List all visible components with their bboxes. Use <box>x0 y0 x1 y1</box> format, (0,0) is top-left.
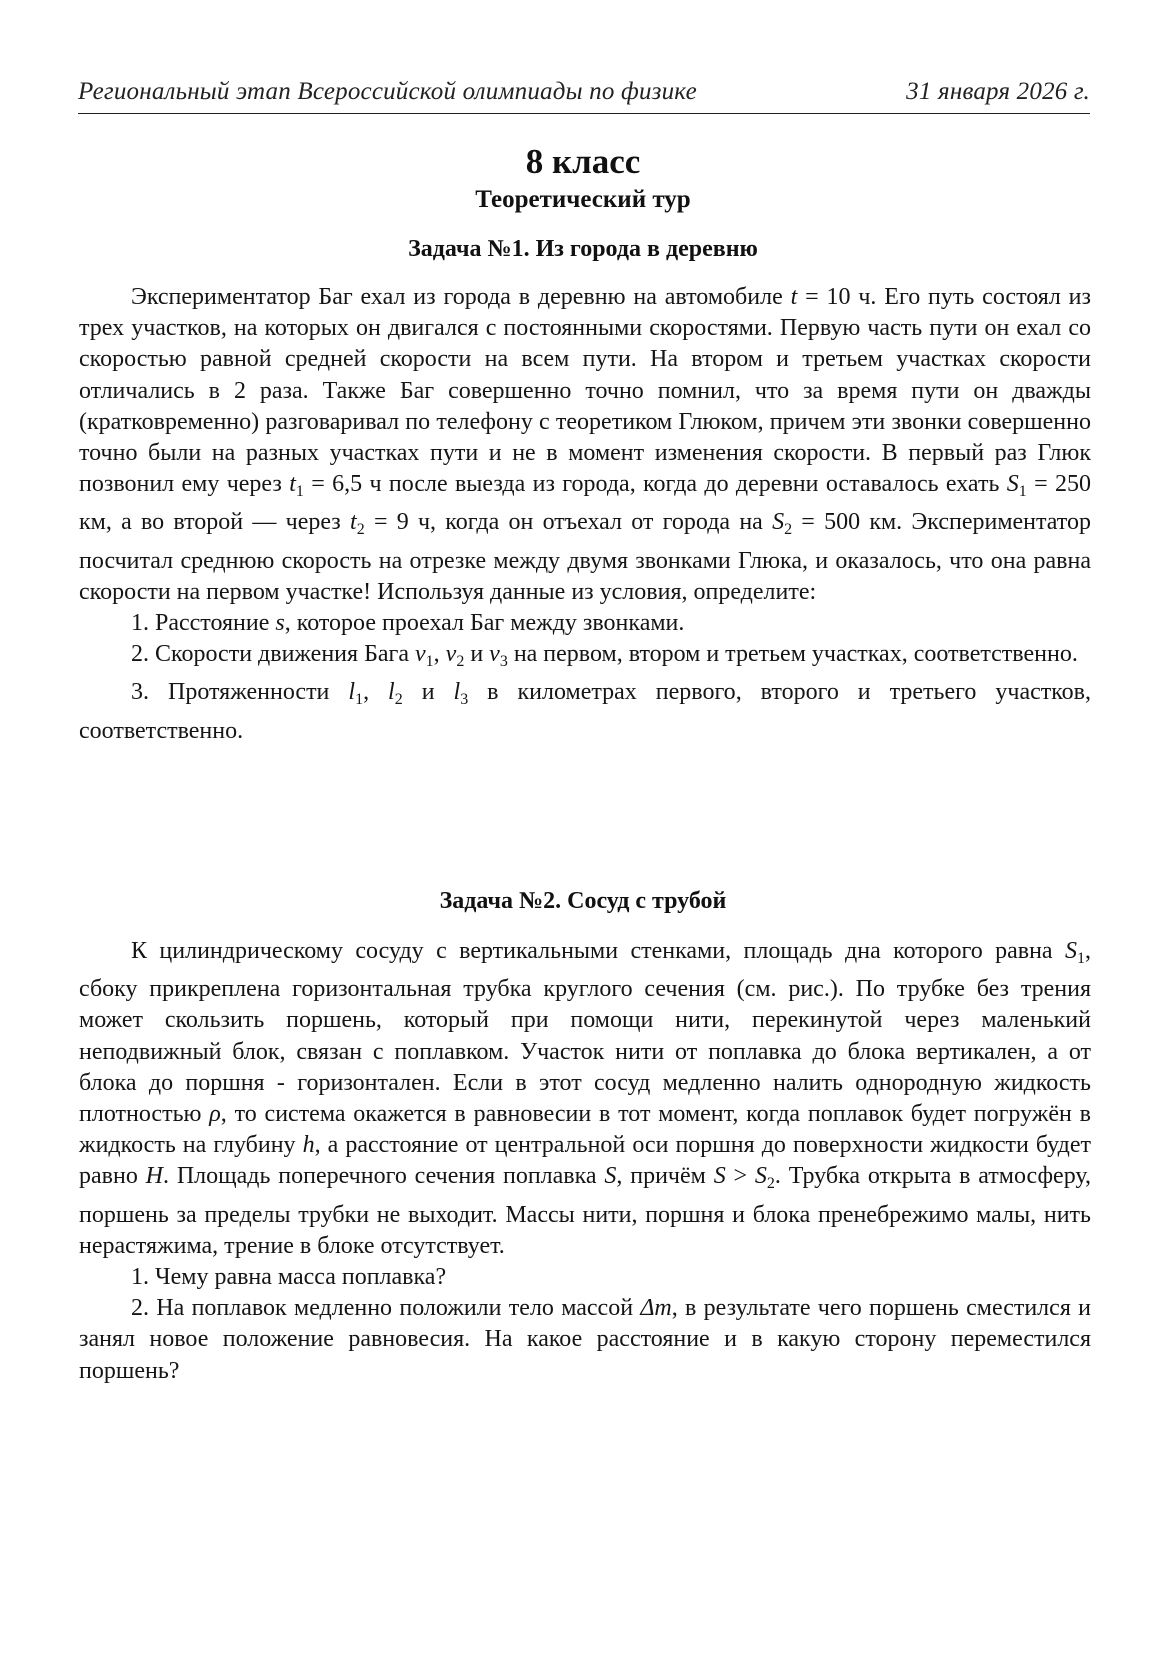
math-S: S <box>713 1163 726 1190</box>
text-fragment: 2. Скорости движения Бага <box>131 641 415 668</box>
text-fragment: Экспериментатор Баг ехал из города в деревню на автомобиле <box>131 284 791 310</box>
math-l3 <box>453 679 469 709</box>
problem-1-statement <box>79 282 1091 608</box>
problem-1-question-1 <box>79 608 1091 639</box>
text-fragment: , <box>433 641 446 668</box>
text-fragment: в километрах первого, второго и третьего участков, соответственно. <box>79 679 1092 744</box>
problem-1-body <box>79 282 1091 747</box>
running-header <box>78 78 1090 106</box>
text-fragment: на первом, втором и третьем участках, соответственно. <box>507 641 1078 668</box>
math-t2 <box>350 509 365 539</box>
math-l1 <box>348 679 364 709</box>
text-fragment: и <box>464 641 490 668</box>
math-symbol: l <box>388 679 395 706</box>
math-symbol: S <box>772 509 785 536</box>
text-fragment: . Площадь поперечного сечения поплавка <box>163 1163 605 1190</box>
math-subscript: 2 <box>766 1175 775 1193</box>
math-S: S <box>604 1163 617 1190</box>
math-v2 <box>445 641 465 671</box>
math-S1 <box>1006 471 1027 501</box>
math-subscript: 3 <box>499 653 508 671</box>
text-fragment: = 10 ч. Его путь состоял из трех участков, на которых он двигался с постоянными скоростями. Первую часть пути он ехал со скоростью равной средней скорости на всем пути. На втором и третьем участках скорости отличались в 2 раза. Также Баг совершенно точно помнил, что за время пути он дважды (кратковременно) разговаривал по телефону с теоретиком Глюком, причем эти звонки совершенно точно были на разных участках пути и не в момент изменения скорости. В первый раз Глюк позвонил ему через <box>79 284 1091 498</box>
text-fragment: , которое проехал Баг между звонками. <box>284 610 685 637</box>
header-olympiad-name: Региональный этап Всероссийской олимпиады по физике <box>78 78 697 105</box>
math-delta-m: Δm <box>640 1295 672 1322</box>
math-S2 <box>772 509 793 539</box>
math-l2 <box>388 679 403 709</box>
math-v1 <box>415 641 434 671</box>
math-v3 <box>489 641 508 671</box>
problem-2-question-2 <box>79 1293 1091 1387</box>
math-symbol: v <box>489 641 500 668</box>
math-symbol: v <box>415 641 426 668</box>
header-date: 31 января 2026 г. <box>906 78 1090 105</box>
math-subscript: 3 <box>460 691 469 709</box>
text-fragment: , то система окажется в равновесии в тот момент, когда поплавок будет погружён в жидкость на глубину <box>79 1101 1092 1159</box>
math-subscript: 2 <box>784 521 793 539</box>
text-fragment: К цилиндрическому сосуду с вертикальными стенками, площадь дна которого равна <box>131 938 1065 964</box>
round-title: Теоретический тур <box>475 186 691 213</box>
problem-2-title: Задача №2. Сосуд с трубой <box>439 888 727 914</box>
problem-2-statement <box>79 936 1091 1262</box>
text-fragment: , <box>363 679 389 706</box>
text-fragment: 1. Расстояние <box>131 610 276 637</box>
math-H: H <box>145 1163 164 1190</box>
problem-2-question-1 <box>79 1262 1091 1293</box>
math-subscript: 1 <box>425 653 434 671</box>
math-subscript: 1 <box>295 483 304 501</box>
math-subscript: 1 <box>1018 483 1027 501</box>
math-t1 <box>289 471 304 501</box>
math-subscript: 2 <box>356 521 365 539</box>
math-subscript: 1 <box>355 691 364 709</box>
header-rule <box>78 113 1090 114</box>
text-fragment: 2. На поплавок медленно положили тело массой <box>131 1295 641 1322</box>
math-subscript: 2 <box>394 691 403 709</box>
math-symbol: v <box>445 641 457 668</box>
text-fragment: , причём <box>616 1163 714 1190</box>
math-subscript: 2 <box>456 653 465 671</box>
text-fragment: , а расстояние от центральной оси поршня до поверхности жидкости будет равно <box>79 1132 1091 1190</box>
text-fragment: . Трубка открыта в атмосферу, поршень за пределы трубки не выходит. Массы нити, поршня и блока пренебрежимо малы, нить нерастяжима, трение в блоке отсутствует. <box>79 1163 1091 1259</box>
math-h: h <box>302 1132 315 1159</box>
problem-2-body <box>79 936 1091 1387</box>
math-S2 <box>754 1163 775 1193</box>
grade-title: 8 класс <box>525 142 641 181</box>
math-symbol: t <box>350 509 357 536</box>
math-symbol: l <box>348 679 356 706</box>
text-fragment: , сбоку прикреплена горизонтальная трубка круглого сечения (см. рис.). По трубке без трения может скользить поршень, который при помощи нити, перекинутой через маленький неподвижный блок, связан с поплавком. Участок нити от поплавка до блока вертикален, а от блока до поршня - горизонтален. Если в этот сосуд медленно налить однородную жидкость плотностью <box>79 938 1091 1128</box>
math-subscript: 1 <box>1077 950 1085 967</box>
math-S1 <box>1065 938 1085 967</box>
problem-1-question-3 <box>79 677 1091 746</box>
math-operator: > <box>725 1163 755 1190</box>
text-fragment: = 9 ч, когда он отъехал от города на <box>364 509 773 536</box>
math-symbol: t <box>289 471 296 498</box>
math-rho: ρ <box>209 1101 221 1128</box>
math-symbol: l <box>453 679 461 706</box>
text-fragment: 3. Протяженности <box>131 679 349 706</box>
math-s: s <box>275 610 285 637</box>
text-fragment: = 6,5 ч после выезда из города, когда до деревни оставалось ехать <box>303 471 1007 498</box>
math-symbol: S <box>754 1163 767 1190</box>
math-symbol: S <box>1006 471 1019 498</box>
math-t: t <box>790 284 798 310</box>
text-fragment: = 250 км, а во второй — через <box>79 471 1091 536</box>
text-fragment: и <box>402 679 454 706</box>
text-fragment: = 500 км. Экспериментатор посчитал среднюю скорость на отрезке между двумя звонками Глюка, и оказалось, что она равна скорости на первом участке! Используя данные из условия, определите: <box>79 509 1091 605</box>
problem-1-title: Задача №1. Из города в деревню <box>408 236 758 262</box>
problem-1-question-2 <box>79 639 1091 677</box>
math-symbol: S <box>1065 938 1077 964</box>
text-fragment: , в результате чего поршень сместился и занял новое положение равновесия. На какое расстояние и в какую сторону переместился поршень? <box>79 1295 1091 1384</box>
text-fragment: 1. Чему равна масса поплавка? <box>131 1264 447 1291</box>
